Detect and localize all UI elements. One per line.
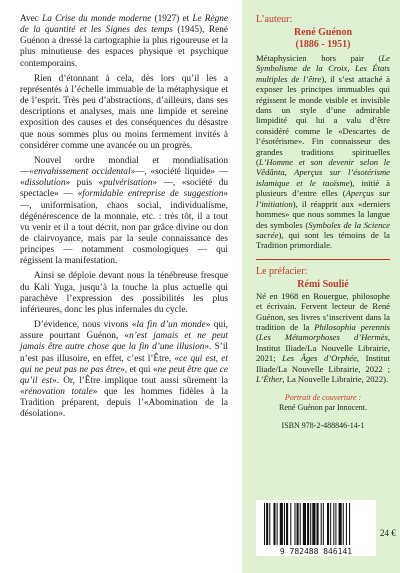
- price-label: 24 €: [380, 528, 396, 538]
- barcode-bar: [280, 503, 283, 545]
- barcode-bar: [284, 503, 285, 545]
- barcode-bar: [349, 503, 350, 545]
- barcode-bar: [264, 503, 265, 545]
- barcode-bar: [269, 503, 270, 545]
- barcode-bar: [303, 503, 306, 545]
- barcode-bar: [335, 503, 336, 545]
- author-sidebar: [242, 0, 400, 573]
- portrait-credit-heading: Portrait de couverture :: [284, 393, 362, 403]
- barcode-bar: [266, 503, 268, 545]
- barcode-bar: [317, 503, 319, 545]
- barcode-number: 9 782488 846141: [279, 547, 353, 556]
- barcode-bar: [346, 503, 347, 545]
- barcode-bar: [333, 503, 334, 545]
- barcode-bar: [300, 503, 301, 545]
- barcode-bar: [307, 503, 309, 545]
- barcode-bar: [290, 503, 291, 545]
- barcode-bar: [339, 503, 342, 545]
- author-dates: (1886 - 1951): [295, 39, 351, 50]
- preface-name: Rémi Soulié: [297, 278, 349, 290]
- barcode-bar: [297, 503, 299, 545]
- preface-bio: Né en 1968 en Rouergue, philosophe et écrivain. Fervent lecteur de René Guénon, ses livres s’inscrivent dans la tradition de la Philosophia perennis (Les Métamorphoses d’Hermès, Institut Iliade/La Nouvelle Librairie, 2021; Les Âges d’Orphée, Institut Iliade/La Nouvelle Librairie, 2022 ; L’Éther, La Nouvelle Librairie, 2022).: [256, 290, 391, 384]
- isbn-text: ISBN 978-2-488846-14-1: [281, 421, 365, 431]
- barcode-bars: [256, 500, 376, 556]
- barcode-bar: [294, 503, 295, 545]
- barcode-bar: [321, 503, 322, 545]
- barcode-bar: [273, 503, 275, 545]
- barcode: [256, 500, 376, 556]
- synopsis-paragraph-1: Avec La Crise du monde moderne (1927) et Le Règne de la quantité et les Signes des temps (1945), René Guénon a dressé la cartographie la plus rigoureuse et la plus minutieuse des espaces physique et psychique contemporains.: [20, 14, 229, 69]
- synopsis-paragraph-3: Nouvel ordre mondial et mondialisation —«envahissement occidental»—, «société liquide» — «dissolution» puis «pulvérisation» —, «société du spectacle» — «formidable entreprise de suggestion» —, uniformisation, chaos social, individualisme, dégénérescence de la monnaie, etc. : très tôt, il a tout vu venir et il a tout décrit, non par grâce divine ou don de clairvoyance, mais par la seule connaissance des principes — notamment cosmologiques — qui régissent la manifestation.: [20, 155, 229, 267]
- synopsis-column: [20, 14, 228, 424]
- barcode-bar: [327, 503, 329, 545]
- barcode-bar: [310, 503, 311, 545]
- synopsis-paragraph-2: Rien d’étonnant à cela, dès lors qu’il les a représentés à l’échelle immuable de la métaphysique et de l’esprit. Très peu d’abstractions, d’ailleurs, dans ses descriptions et analyses, mais une limpide et sereine exposition des causes et des conséquences du désastre que nous sommes plus ou moins fermement invités à considérer comme une avancée ou un progrès.: [20, 73, 228, 151]
- section-divider: [256, 259, 390, 260]
- preface-label: Le préfacier:: [256, 265, 308, 277]
- synopsis-paragraph-5: D’évidence, nous vivons «la fin d’un monde» qui, assure pourtant Guénon, «n’est jamais et ne peut jamais être autre chose que la fin d’une illusion». S’il n’est pas illusoire, en effet, c’est l’Être, «ce qui est, et qui ne peut pas ne pas être», et qui «ne peut être que ce qu’il est». Or, l’Être implique tout aussi sûrement la «rénovation totale» que les hommes fidèles à la Tradition préparent, depuis l’«Abomination de la désolation».: [20, 320, 229, 420]
- barcode-bar: [286, 503, 288, 545]
- barcode-bar: [277, 503, 278, 545]
- barcode-bar: [312, 503, 315, 545]
- barcode-bar: [343, 503, 344, 545]
- barcode-bar: [323, 503, 324, 545]
- author-bio: Métaphysicien hors pair (Le Symbolisme de la Croix, Les États multiples de l’être), il s’est attaché à exposer les principes immuables qui régissent le monde visible et invisible dans un style d’une admirable limpidité qui lui a valu d’être considéré comme le «Descartes de l’ésotérisme». Fin connaisseur des grandes traditions spirituelles (L’Homme et son devenir selon le Vêdânta, Aperçus sur l’ésotérisme islamique et le taoïsme), initié à plusieurs d’entre elles (Aperçus sur l’initiation), il réapprit aux «derniers hommes» que nous sommes la langue des symboles (Symboles de la Science sacrée), qui sont les témoins de la Tradition primordiale.: [256, 53, 391, 251]
- author-label: L’auteur:: [256, 14, 293, 25]
- portrait-credit-name: René Guénon par Innocent.: [279, 403, 367, 413]
- synopsis-paragraph-4: Ainsi se déploie devant nous la ténébreuse fresque du Kali Yuga, jusqu’à la touche la plus actuelle qui parachève l’expression des possibilités les plus inférieures, donc les plus infernales du cycle.: [20, 271, 228, 315]
- author-name: René Guénon: [293, 27, 353, 38]
- barcode-bar: [330, 503, 331, 545]
